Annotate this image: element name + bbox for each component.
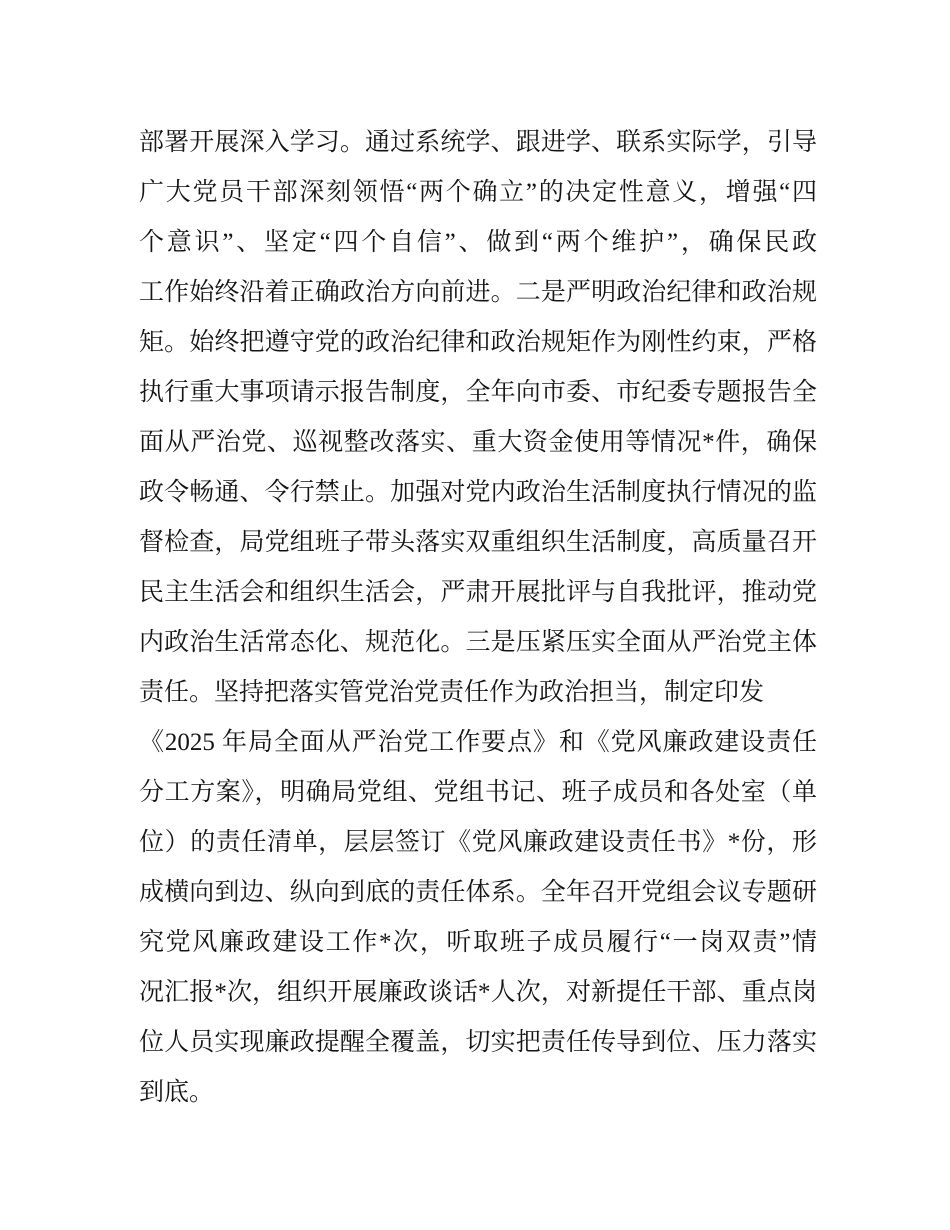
text-line: 面从严治党、巡视整改落实、重大资金使用等情况*件，确保 <box>139 429 817 456</box>
text-line: 民主生活会和组织生活会，严肃开展批评与自我批评，推动党 <box>139 579 817 606</box>
text-line: 执行重大事项请示报告制度，全年向市委、市纪委专题报告全 <box>139 379 817 406</box>
text-line: 位人员实现廉政提醒全覆盖，切实把责任传导到位、压力落实 <box>139 1029 817 1056</box>
text-line: 况汇报*次，组织开展廉政谈话*人次，对新提任干部、重点岗 <box>139 979 817 1006</box>
text-line: 分工方案》，明确局党组、党组书记、班子成员和各处室（单 <box>139 779 817 806</box>
text-line: 矩。始终把遵守党的政治纪律和政治规矩作为刚性约束，严格 <box>139 329 817 356</box>
text-line: 督检查，局党组班子带头落实双重组织生活制度，高质量召开 <box>139 529 817 556</box>
text-line: 工作始终沿着正确政治方向前进。二是严明政治纪律和政治规 <box>139 279 817 306</box>
text-line: 究党风廉政建设工作*次，听取班子成员履行“一岗双责”情 <box>139 929 817 956</box>
text-line: 位）的责任清单，层层签订《党风廉政建设责任书》*份，形 <box>139 829 817 856</box>
text-line: 广大党员干部深刻领悟“两个确立”的决定性意义，增强“四 <box>139 179 817 206</box>
text-line: 个意识”、坚定“四个自信”、做到“两个维护”，确保民政 <box>139 229 817 256</box>
text-line: 到底。 <box>139 1079 215 1106</box>
paragraph-text-block <box>139 118 817 1118</box>
text-line: 政令畅通、令行禁止。加强对党内政治生活制度执行情况的监 <box>139 479 817 506</box>
text-line: 内政治生活常态化、规范化。三是压紧压实全面从严治党主体 <box>139 629 817 656</box>
text-line: 成横向到边、纵向到底的责任体系。全年召开党组会议专题研 <box>139 879 817 906</box>
text-line: 部署开展深入学习。通过系统学、跟进学、联系实际学，引导 <box>139 129 817 156</box>
text-line: 《2025 年局全面从严治党工作要点》和《党风廉政建设责任 <box>139 729 817 756</box>
text-line: 责任。坚持把落实管党治党责任作为政治担当，制定印发 <box>139 679 765 706</box>
